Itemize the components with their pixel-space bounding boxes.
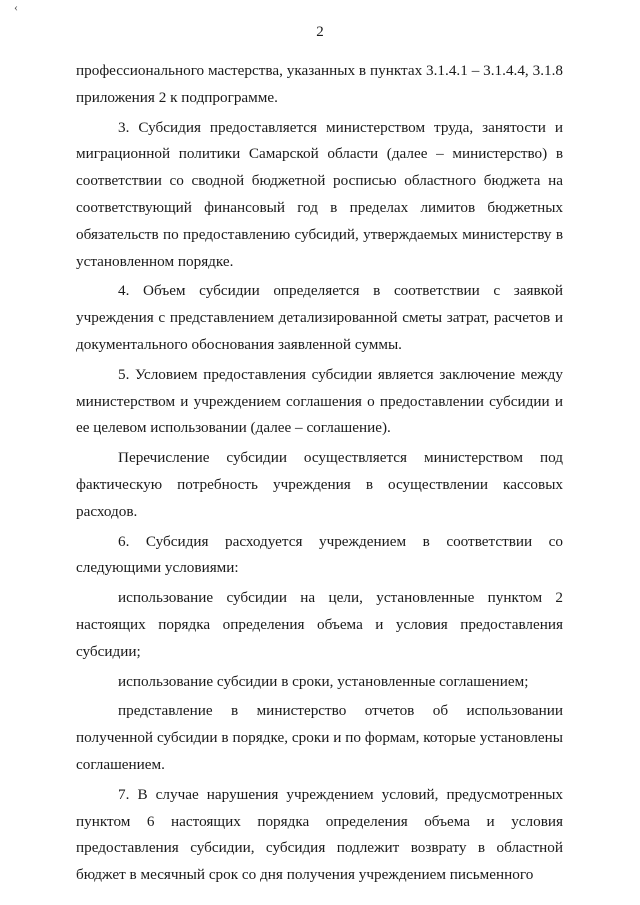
document-body (76, 58, 563, 889)
paragraph-3: 3. Субсидия предоставляется министерством труда, занятости и миграционной политики Самарской области (далее – министерство) в соответствии со сводной бюджетной росписью областного бюджета на соответствующий финансовый год в пределах лимитов бюджетных обязательств по предоставлению субсидий, утверждаемых министерству в установленном порядке. (76, 118, 563, 270)
condition-item-purpose: использование субсидии на цели, установленные пунктом 2 настоящих порядка определения объема и условия предоставления субсидии; (76, 589, 563, 660)
paragraph-transfer: Перечисление субсидии осуществляется министерством под фактическую потребность учреждения в осуществлении кассовых расходов. (76, 449, 563, 520)
page-number: 2 (316, 24, 324, 40)
paragraph-7: 7. В случае нарушения учреждением условий, предусмотренных пунктом 6 настоящих порядка определения объема и условия предоставления субсидии, субсидия подлежит возврату в областной бюджет в месячный срок со дня получения учреждением письменного (76, 785, 563, 884)
condition-item-terms: использование субсидии в сроки, установленные соглашением; (118, 672, 529, 690)
corner-mark: ‹ (14, 0, 18, 14)
paragraph-6: 6. Субсидия расходуется учреждением в соответствии со следующими условиями: (76, 532, 563, 577)
paragraph-5: 5. Условием предоставления субсидии является заключение между министерством и учреждением соглашения о предоставлении субсидии и ее целевом использовании (далее – соглашение). (76, 365, 563, 437)
paragraph-4: 4. Объем субсидии определяется в соответствии с заявкой учреждения с представлением детализированной сметы затрат, расчетов и документального обоснования заявленной суммы. (76, 282, 563, 353)
paragraph-continuation: профессионального мастерства, указанных в пунктах 3.1.4.1 – 3.1.4.4, 3.1.8 приложения 2 к подпрограмме. (76, 62, 563, 106)
condition-item-reports: представление в министерство отчетов об использовании полученной субсидии в порядке, сроки и по формам, которые установлены соглашением. (76, 702, 563, 773)
